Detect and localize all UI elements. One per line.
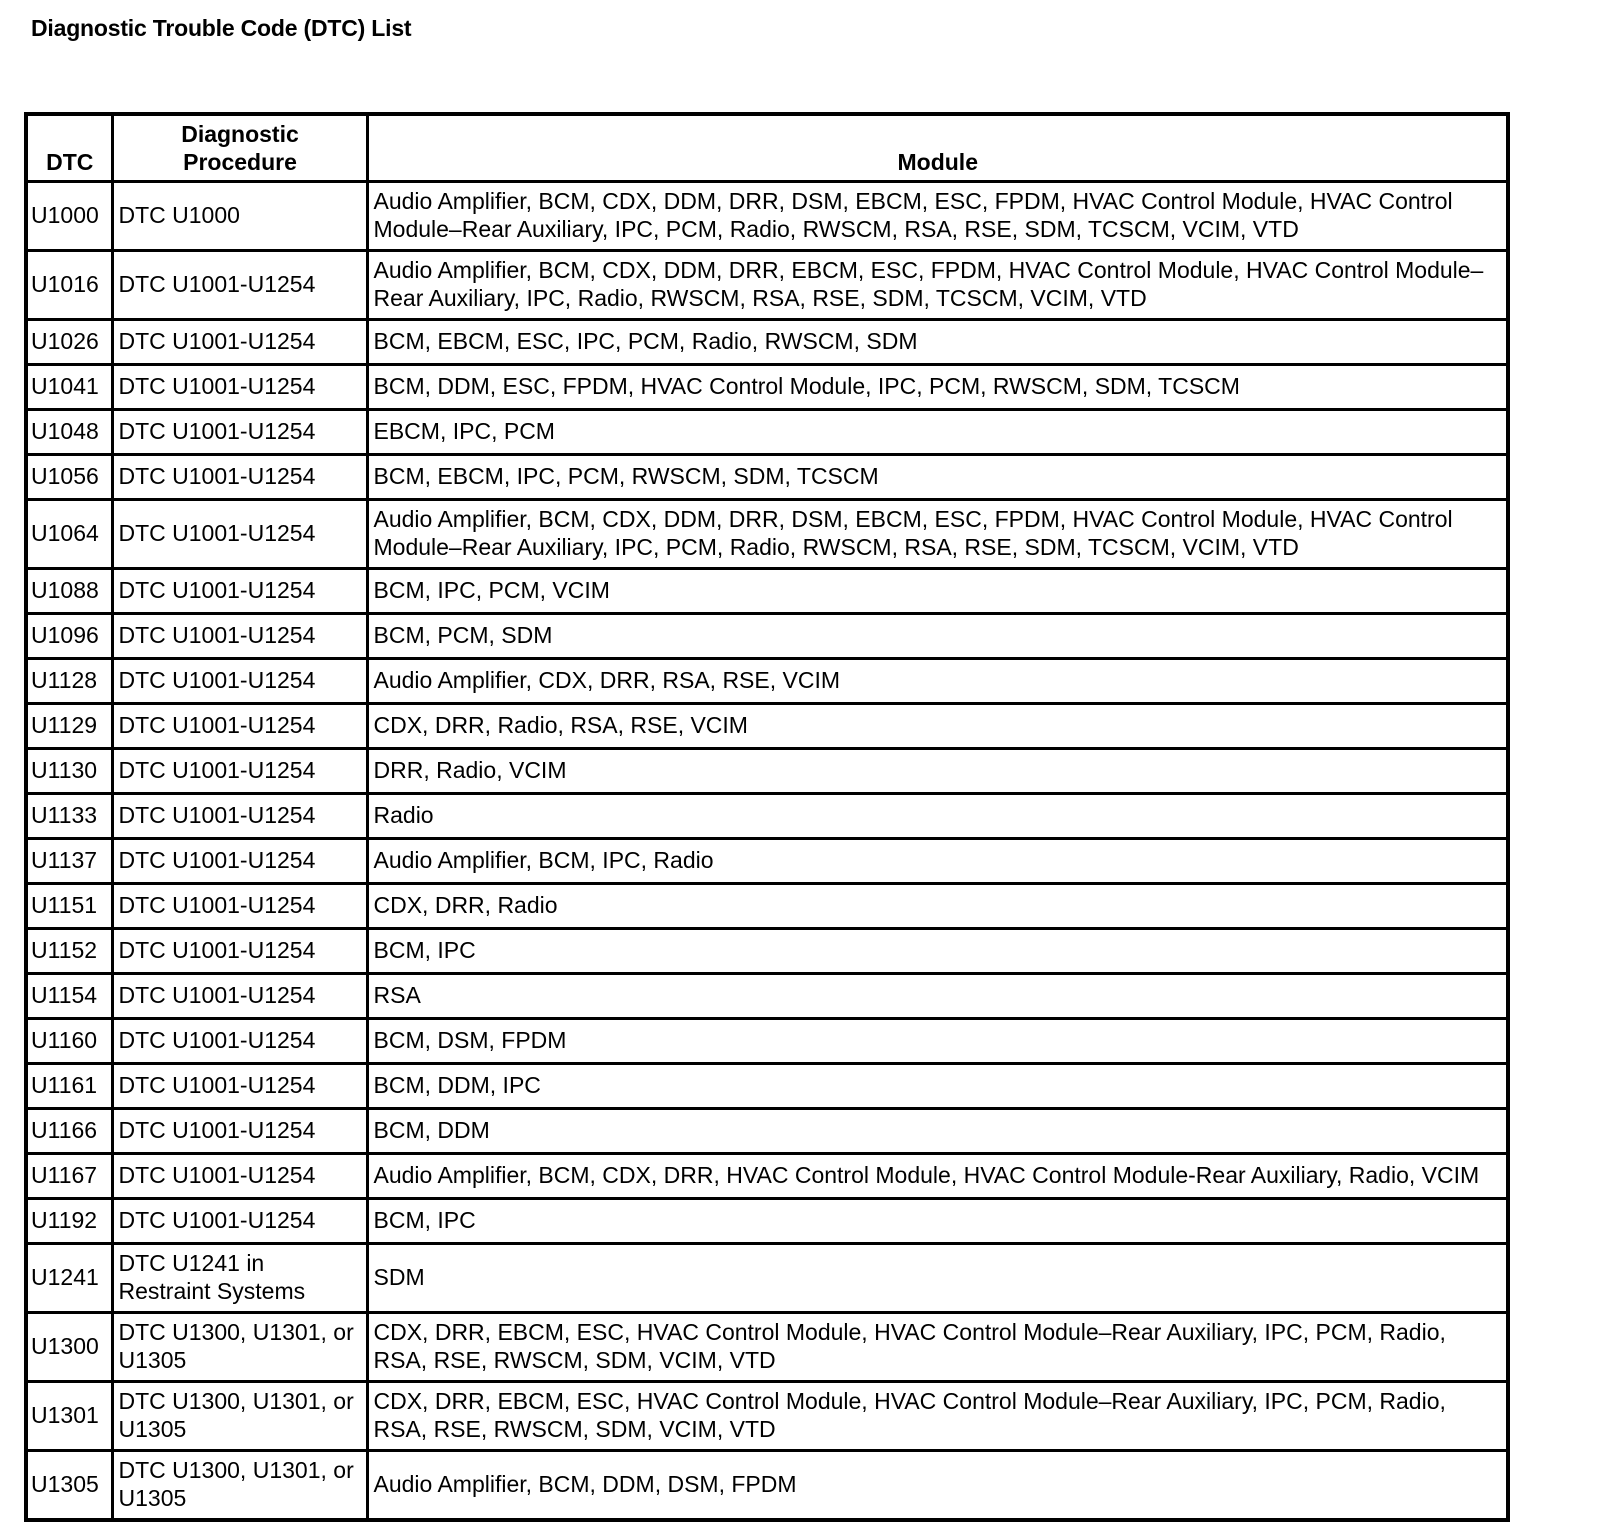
cell-module: DRR, Radio, VCIM [367, 749, 1508, 794]
table-row [26, 1019, 1508, 1064]
header-procedure [112, 114, 367, 182]
cell-module: Audio Amplifier, BCM, CDX, DDM, DRR, DSM, EBCM, ESC, FPDM, HVAC Control Module, HVAC Control Module–Rear Auxiliary, IPC, PCM, Radio, RWSCM, RSA, RSE, SDM, TCSCM, VCIM, VTD [367, 500, 1508, 569]
cell-dtc: U1137 [26, 839, 112, 884]
cell-module: CDX, DRR, EBCM, ESC, HVAC Control Module, HVAC Control Module–Rear Auxiliary, IPC, PCM, Radio, RSA, RSE, RWSCM, SDM, VCIM, VTD [367, 1313, 1508, 1382]
cell-module: BCM, EBCM, ESC, IPC, PCM, Radio, RWSCM, SDM [367, 320, 1508, 365]
cell-dtc: U1096 [26, 614, 112, 659]
cell-dtc: U1016 [26, 251, 112, 320]
cell-dtc: U1305 [26, 1451, 112, 1521]
cell-procedure: DTC U1001-U1254 [112, 929, 367, 974]
header-procedure-line2: Procedure [183, 149, 297, 175]
cell-dtc: U1041 [26, 365, 112, 410]
cell-module: BCM, DSM, FPDM [367, 1019, 1508, 1064]
cell-dtc: U1026 [26, 320, 112, 365]
table-row [26, 884, 1508, 929]
table-row [26, 182, 1508, 251]
table-row [26, 455, 1508, 500]
table-row [26, 749, 1508, 794]
table-row [26, 974, 1508, 1019]
cell-module: Audio Amplifier, BCM, IPC, Radio [367, 839, 1508, 884]
cell-dtc: U1048 [26, 410, 112, 455]
cell-dtc: U1241 [26, 1244, 112, 1313]
table-row [26, 839, 1508, 884]
table-row [26, 410, 1508, 455]
cell-dtc: U1154 [26, 974, 112, 1019]
cell-procedure: DTC U1001-U1254 [112, 974, 367, 1019]
header-module: Module [367, 114, 1508, 182]
cell-dtc: U1166 [26, 1109, 112, 1154]
cell-procedure: DTC U1000 [112, 182, 367, 251]
cell-dtc: U1300 [26, 1313, 112, 1382]
cell-module: BCM, IPC, PCM, VCIM [367, 569, 1508, 614]
header-procedure-line1: Diagnostic [181, 121, 299, 147]
cell-module: Audio Amplifier, CDX, DRR, RSA, RSE, VCIM [367, 659, 1508, 704]
cell-procedure: DTC U1001-U1254 [112, 614, 367, 659]
cell-module: BCM, DDM [367, 1109, 1508, 1154]
cell-procedure: DTC U1001-U1254 [112, 884, 367, 929]
cell-module: BCM, DDM, ESC, FPDM, HVAC Control Module, IPC, PCM, RWSCM, SDM, TCSCM [367, 365, 1508, 410]
cell-dtc: U1152 [26, 929, 112, 974]
cell-module: BCM, EBCM, IPC, PCM, RWSCM, SDM, TCSCM [367, 455, 1508, 500]
cell-procedure: DTC U1001-U1254 [112, 749, 367, 794]
table-body [26, 182, 1508, 1521]
header-dtc: DTC [26, 114, 112, 182]
cell-procedure: DTC U1001-U1254 [112, 320, 367, 365]
cell-procedure: DTC U1001-U1254 [112, 1019, 367, 1064]
cell-dtc: U1167 [26, 1154, 112, 1199]
cell-procedure: DTC U1300, U1301, or U1305 [112, 1313, 367, 1382]
table-row [26, 1382, 1508, 1451]
cell-module: Audio Amplifier, BCM, CDX, DDM, DRR, DSM, EBCM, ESC, FPDM, HVAC Control Module, HVAC Control Module–Rear Auxiliary, IPC, PCM, Radio, RWSCM, RSA, RSE, SDM, TCSCM, VCIM, VTD [367, 182, 1508, 251]
cell-dtc: U1088 [26, 569, 112, 614]
cell-procedure: DTC U1300, U1301, or U1305 [112, 1451, 367, 1521]
cell-module: BCM, DDM, IPC [367, 1064, 1508, 1109]
table-row [26, 1313, 1508, 1382]
cell-procedure: DTC U1001-U1254 [112, 1199, 367, 1244]
cell-procedure: DTC U1001-U1254 [112, 569, 367, 614]
cell-module: BCM, PCM, SDM [367, 614, 1508, 659]
cell-dtc: U1056 [26, 455, 112, 500]
cell-module: CDX, DRR, Radio, RSA, RSE, VCIM [367, 704, 1508, 749]
table-header-row [26, 114, 1508, 182]
table-row [26, 794, 1508, 839]
table-row [26, 569, 1508, 614]
cell-procedure: DTC U1001-U1254 [112, 500, 367, 569]
cell-dtc: U1301 [26, 1382, 112, 1451]
cell-dtc: U1129 [26, 704, 112, 749]
cell-module: CDX, DRR, EBCM, ESC, HVAC Control Module, HVAC Control Module–Rear Auxiliary, IPC, PCM, Radio, RSA, RSE, RWSCM, SDM, VCIM, VTD [367, 1382, 1508, 1451]
cell-procedure: DTC U1001-U1254 [112, 1109, 367, 1154]
table-row [26, 1451, 1508, 1521]
table-row [26, 1064, 1508, 1109]
cell-procedure: DTC U1241 in Restraint Systems [112, 1244, 367, 1313]
cell-module: RSA [367, 974, 1508, 1019]
table-row [26, 365, 1508, 410]
cell-procedure: DTC U1001-U1254 [112, 455, 367, 500]
cell-module: BCM, IPC [367, 1199, 1508, 1244]
cell-module: Audio Amplifier, BCM, DDM, DSM, FPDM [367, 1451, 1508, 1521]
cell-procedure: DTC U1001-U1254 [112, 410, 367, 455]
cell-module: Audio Amplifier, BCM, CDX, DRR, HVAC Control Module, HVAC Control Module-Rear Auxiliary, Radio, VCIM [367, 1154, 1508, 1199]
cell-dtc: U1000 [26, 182, 112, 251]
dtc-table [24, 112, 1510, 1522]
cell-dtc: U1192 [26, 1199, 112, 1244]
table-row [26, 704, 1508, 749]
page-title: Diagnostic Trouble Code (DTC) List [31, 15, 412, 41]
cell-procedure: DTC U1001-U1254 [112, 1154, 367, 1199]
table-row [26, 1199, 1508, 1244]
cell-procedure: DTC U1001-U1254 [112, 794, 367, 839]
table-row [26, 1109, 1508, 1154]
cell-dtc: U1161 [26, 1064, 112, 1109]
cell-module: BCM, IPC [367, 929, 1508, 974]
cell-procedure: DTC U1001-U1254 [112, 704, 367, 749]
table-row [26, 1154, 1508, 1199]
table-row [26, 1244, 1508, 1313]
cell-module: Radio [367, 794, 1508, 839]
table-row [26, 659, 1508, 704]
cell-procedure: DTC U1001-U1254 [112, 251, 367, 320]
cell-module: EBCM, IPC, PCM [367, 410, 1508, 455]
table-row [26, 320, 1508, 365]
cell-module: CDX, DRR, Radio [367, 884, 1508, 929]
cell-procedure: DTC U1001-U1254 [112, 839, 367, 884]
cell-dtc: U1133 [26, 794, 112, 839]
cell-procedure: DTC U1001-U1254 [112, 365, 367, 410]
cell-procedure: DTC U1001-U1254 [112, 659, 367, 704]
cell-procedure: DTC U1300, U1301, or U1305 [112, 1382, 367, 1451]
cell-dtc: U1128 [26, 659, 112, 704]
cell-dtc: U1130 [26, 749, 112, 794]
cell-dtc: U1160 [26, 1019, 112, 1064]
cell-procedure: DTC U1001-U1254 [112, 1064, 367, 1109]
cell-dtc: U1064 [26, 500, 112, 569]
cell-dtc: U1151 [26, 884, 112, 929]
table-row [26, 251, 1508, 320]
cell-module: SDM [367, 1244, 1508, 1313]
table-row [26, 614, 1508, 659]
table-row [26, 500, 1508, 569]
cell-module: Audio Amplifier, BCM, CDX, DDM, DRR, EBCM, ESC, FPDM, HVAC Control Module, HVAC Control Module–Rear Auxiliary, IPC, Radio, RWSCM, RSA, RSE, SDM, TCSCM, VCIM, VTD [367, 251, 1508, 320]
table-row [26, 929, 1508, 974]
